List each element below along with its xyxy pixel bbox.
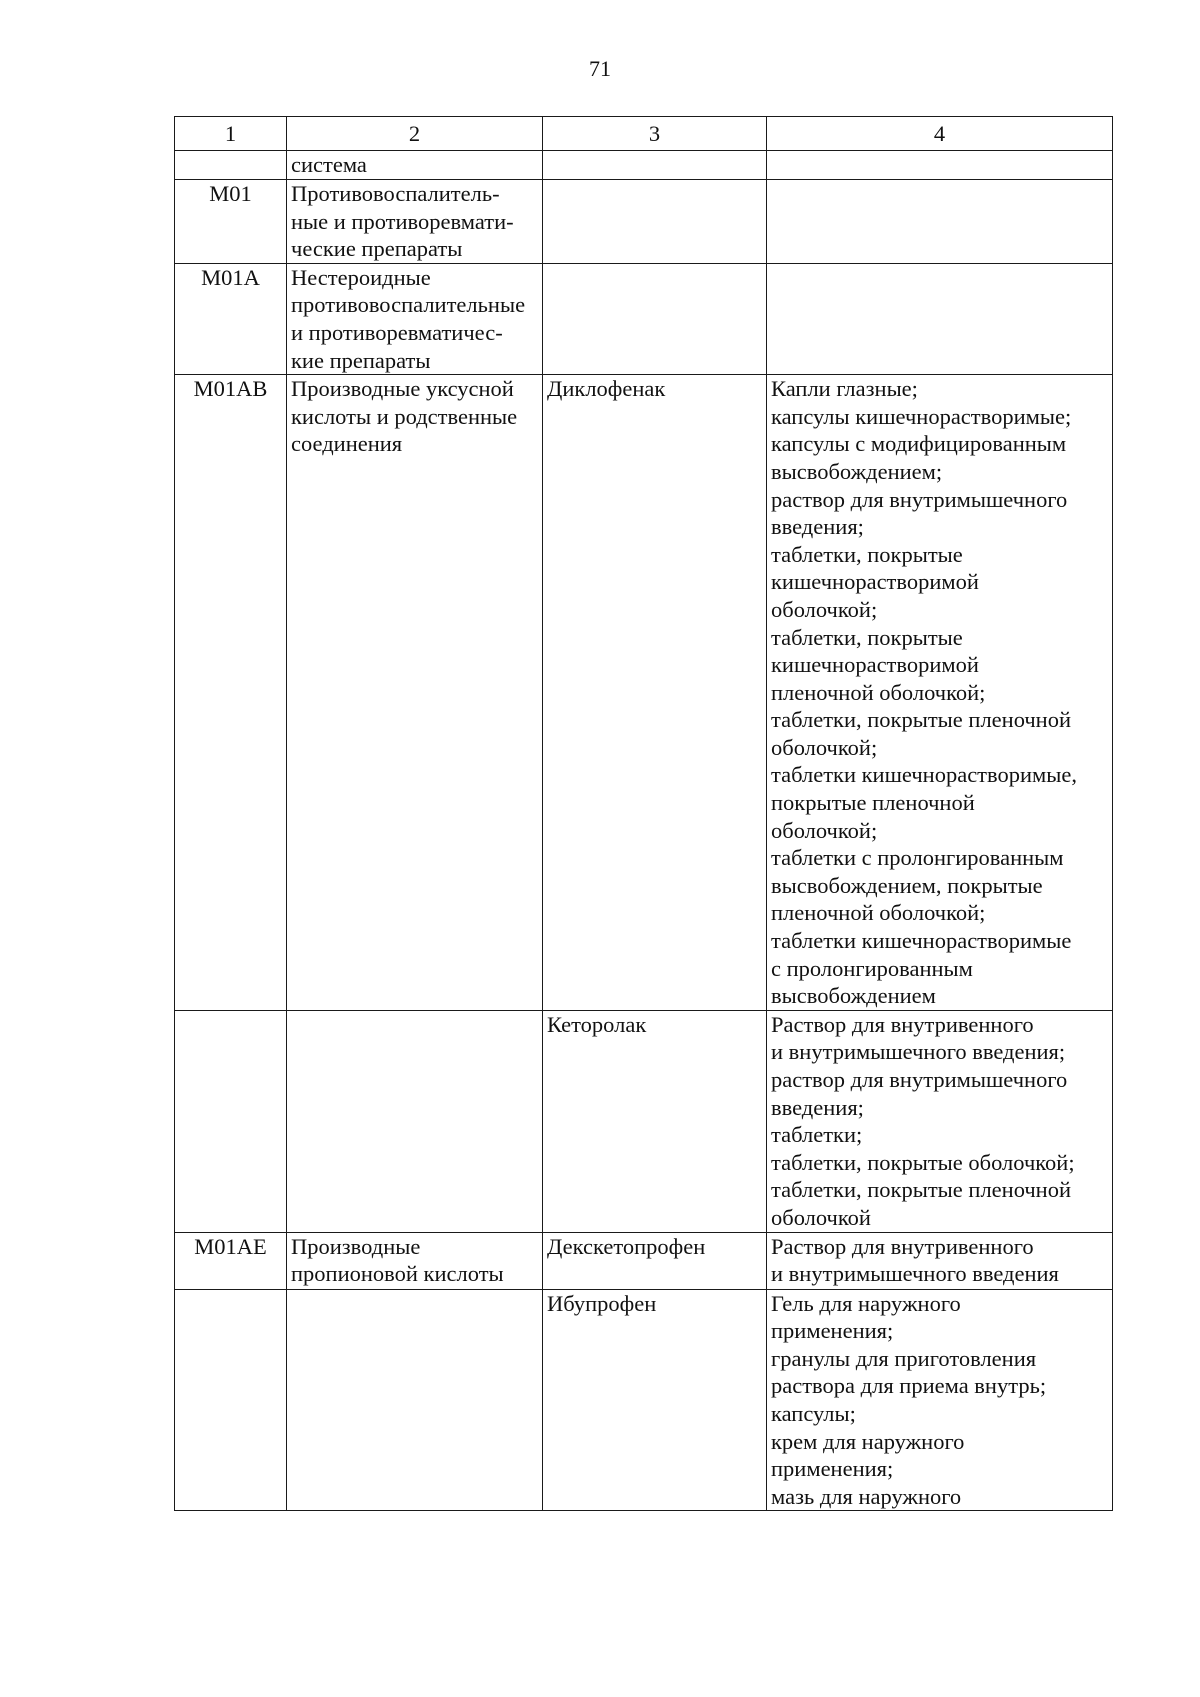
drug-name-cell (543, 151, 767, 180)
dosage-form-line: высвобождением, покрытые (771, 872, 1043, 898)
table-row (175, 1010, 1113, 1232)
group-name-cell (287, 1289, 543, 1511)
group-name-line: Производные уксусной (291, 376, 514, 402)
dosage-form-line: раствора для приема внутрь; (771, 1373, 1047, 1399)
group-name-line: ные и противоревмати- (291, 208, 514, 234)
dosage-form-line: высвобождением (771, 983, 936, 1009)
dosage-form-line: Раствор для внутривенного (771, 1011, 1034, 1037)
dosage-form-line: оболочкой; (771, 596, 878, 622)
dosage-form-line: оболочкой; (771, 734, 878, 760)
group-name-cell (287, 263, 543, 374)
group-name-cell (287, 1010, 543, 1232)
dosage-form-line: раствор для внутримышечного (771, 1067, 1068, 1092)
group-name-line: кислоты и родственные (291, 403, 518, 429)
dosage-form-line: таблетки, покрытые (771, 624, 963, 650)
dosage-form-line: таблетки, покрытые пленочной (771, 1177, 1072, 1203)
dosage-form-line: таблетки, покрытые пленочной (771, 707, 1072, 733)
dosage-forms-cell (767, 1010, 1113, 1232)
drug-name-cell (543, 180, 767, 264)
atc-code-cell: M01AB (175, 375, 287, 1011)
dosage-form-line: и внутримышечного введения; (771, 1039, 1066, 1065)
drug-name-cell (543, 263, 767, 374)
table-row (175, 263, 1113, 374)
group-name-line: система (291, 152, 367, 177)
atc-code-cell: M01AE (175, 1232, 287, 1289)
dosage-form-line: таблетки с пролонгированным (771, 845, 1064, 871)
atc-code-cell (175, 1010, 287, 1232)
group-name-line: пропионовой кислоты (291, 1261, 504, 1287)
group-name-line: кие препараты (291, 347, 431, 373)
drug-name-cell: Кеторолак (543, 1010, 767, 1232)
dosage-form-line: таблетки; (771, 1122, 863, 1148)
drug-name-cell: Диклофенак (543, 375, 767, 1011)
dosage-form-line: капсулы; (771, 1400, 856, 1426)
dosage-forms-cell (767, 263, 1113, 374)
group-name-line: ческие препараты (291, 236, 463, 262)
dosage-form-line: крем для наружного (771, 1428, 965, 1454)
group-name-line: противовоспалительные (291, 292, 526, 318)
table-header-row (175, 117, 1113, 151)
group-name-line: соединения (291, 431, 403, 457)
table-row (175, 180, 1113, 264)
dosage-form-line: капсулы кишечнорастворимые; (771, 403, 1072, 429)
page-number: 71 (589, 56, 611, 81)
dosage-form-line: введения; (771, 1094, 864, 1120)
atc-code-cell: M01A (175, 263, 287, 374)
dosage-form-line: Капли глазные; (771, 376, 918, 402)
dosage-forms-cell (767, 180, 1113, 264)
atc-code-cell (175, 1289, 287, 1511)
group-name-cell (287, 180, 543, 264)
dosage-form-line: кишечнорастворимой (771, 569, 979, 595)
dosage-form-line: высвобождением; (771, 458, 943, 484)
dosage-form-line: капсулы с модифицированным (771, 431, 1067, 457)
header-col-3: 3 (543, 117, 767, 151)
dosage-form-line: применения; (771, 1456, 894, 1482)
table-body (175, 117, 1113, 1511)
table-row (175, 1289, 1113, 1511)
dosage-forms-cell (767, 1289, 1113, 1511)
dosage-form-line: кишечнорастворимой (771, 652, 979, 678)
group-name-cell (287, 1232, 543, 1289)
group-name-cell (287, 151, 543, 180)
table-row (175, 1232, 1113, 1289)
dosage-form-line: Гель для наружного (771, 1290, 961, 1316)
group-name-line: и противоревматичес- (291, 319, 503, 345)
dosage-form-line: таблетки кишечнорастворимые, (771, 762, 1077, 788)
table-row (175, 151, 1113, 180)
dosage-form-line: Раствор для внутривенного (771, 1233, 1034, 1259)
drug-name-cell: Ибупрофен (543, 1289, 767, 1511)
drug-name-cell: Декскетопрофен (543, 1232, 767, 1289)
dosage-form-line: применения; (771, 1318, 894, 1344)
dosage-forms-cell (767, 375, 1113, 1011)
dosage-form-line: таблетки кишечнорастворимые (771, 928, 1072, 954)
header-col-2: 2 (287, 117, 543, 151)
drug-table (174, 116, 1113, 1511)
group-name-line: Противовоспалитель- (291, 181, 500, 206)
dosage-form-line: гранулы для приготовления (771, 1345, 1037, 1371)
group-name-line: Нестероидные (291, 264, 431, 290)
dosage-form-line: таблетки, покрытые (771, 541, 963, 567)
dosage-form-line: покрытые пленочной (771, 790, 975, 816)
dosage-form-line: раствор для внутримышечного (771, 486, 1068, 512)
dosage-form-line: и внутримышечного введения (771, 1261, 1059, 1287)
dosage-form-line: с пролонгированным (771, 955, 973, 981)
dosage-form-line: оболочкой (771, 1204, 871, 1230)
atc-code-cell (175, 151, 287, 180)
dosage-form-line: оболочкой; (771, 817, 878, 843)
dosage-form-line: пленочной оболочкой; (771, 679, 986, 705)
header-col-1: 1 (175, 117, 287, 151)
atc-code-cell: M01 (175, 180, 287, 264)
dosage-forms-cell (767, 151, 1113, 180)
dosage-form-line: таблетки, покрытые оболочкой; (771, 1149, 1075, 1175)
group-name-cell (287, 375, 543, 1011)
dosage-form-line: пленочной оболочкой; (771, 900, 986, 926)
dosage-form-line: введения; (771, 514, 864, 540)
dosage-forms-cell (767, 1232, 1113, 1289)
header-col-4: 4 (767, 117, 1113, 151)
dosage-form-line: мазь для наружного (771, 1483, 962, 1509)
table-row (175, 375, 1113, 1011)
group-name-line: Производные (291, 1233, 421, 1259)
